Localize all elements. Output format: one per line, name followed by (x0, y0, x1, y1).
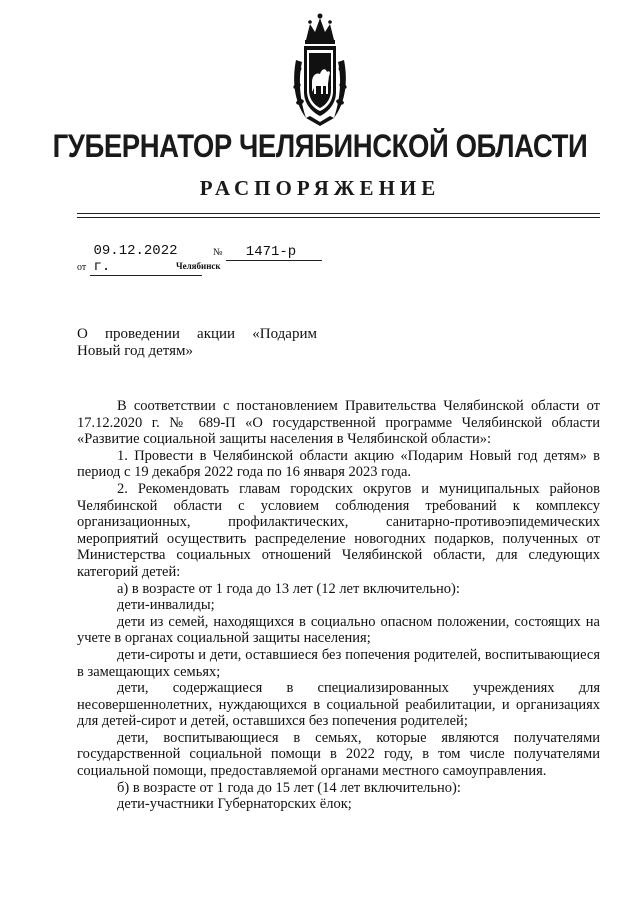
category-item: дети-сироты и дети, оставшиеся без попечения родителей, воспитывающиеся в замещающих семьях; (77, 646, 600, 680)
document-type: РАСПОРЯЖЕНИЕ (199, 176, 441, 200)
category-item: дети, содержащиеся в специализированных учреждениях для несовершеннолетних, нуждающихся в социальной реабилитации, и организациях для детей-сирот и детей, оставшихся без попечения родителей; (77, 680, 600, 730)
subject-word: «Подарим (252, 326, 317, 342)
header-divider-top (77, 213, 600, 214)
category-item: дети, воспитывающиеся в семьях, которые являются получателями государственной социальной помощи в 2022 году, в том числе получателями социальной помощи, предоставляемой органами местного самоуправления. (77, 729, 600, 780)
document-number: 1471-р (226, 244, 322, 261)
subject-line-2: Новый год детям» (77, 343, 194, 359)
category-item: дети из семей, находящихся в социально опасном положении, состоящих на учете в органах социальной защиты населения; (77, 613, 600, 647)
subject-line-1 (77, 326, 317, 343)
subject-word: проведении (105, 326, 180, 342)
document-subject (77, 326, 317, 360)
category-item: дети-участники Губернаторских ёлок; (117, 796, 352, 813)
number-row (213, 243, 322, 261)
date-prefix: от (77, 262, 87, 273)
subject-word: акции (197, 326, 236, 342)
document-body (77, 398, 600, 813)
subitem-a-heading: а) в возрасте от 1 года до 13 лет (12 лет включительно): (117, 580, 460, 597)
subitem-b-heading: б) в возрасте от 1 года до 15 лет (14 лет включительно): (117, 779, 461, 796)
date-row (77, 243, 202, 276)
city-label: Челябинск (176, 261, 221, 271)
item-2-paragraph: 2. Рекомендовать главам городских округов и муниципальных районов Челябинской области с условием соблюдения требований к комплексу организационных, профилактических, санитарно-противоэпидемических мероприятий осуществить распределение новогодних подарков, полученных от Министерства социальных отношений Челябинской области, для следующих категорий детей: (77, 480, 600, 580)
item-1-paragraph: 1. Провести в Челябинской области акцию «Подарим Новый год детям» в период с 19 декабря 2022 года по 16 января 2023 года. (77, 447, 600, 481)
category-item: дети-инвалиды; (117, 597, 215, 614)
number-prefix: № (213, 247, 223, 258)
document-date: 09.12.2022 г. (90, 243, 202, 276)
preamble-paragraph: В соответствии с постановлением Правительства Челябинской области от 17.12.2020 г. № 689-П «О государственной программе Челябинской области «Развитие социальной защиты населения в Челябинской области»: (77, 398, 600, 448)
subject-word: О (77, 326, 88, 342)
header-divider-bottom (77, 217, 600, 218)
document-title: ГУБЕРНАТОР ЧЕЛЯБИНСКОЙ ОБЛАСТИ (52, 128, 588, 164)
coat-of-arms-emblem (290, 10, 350, 130)
